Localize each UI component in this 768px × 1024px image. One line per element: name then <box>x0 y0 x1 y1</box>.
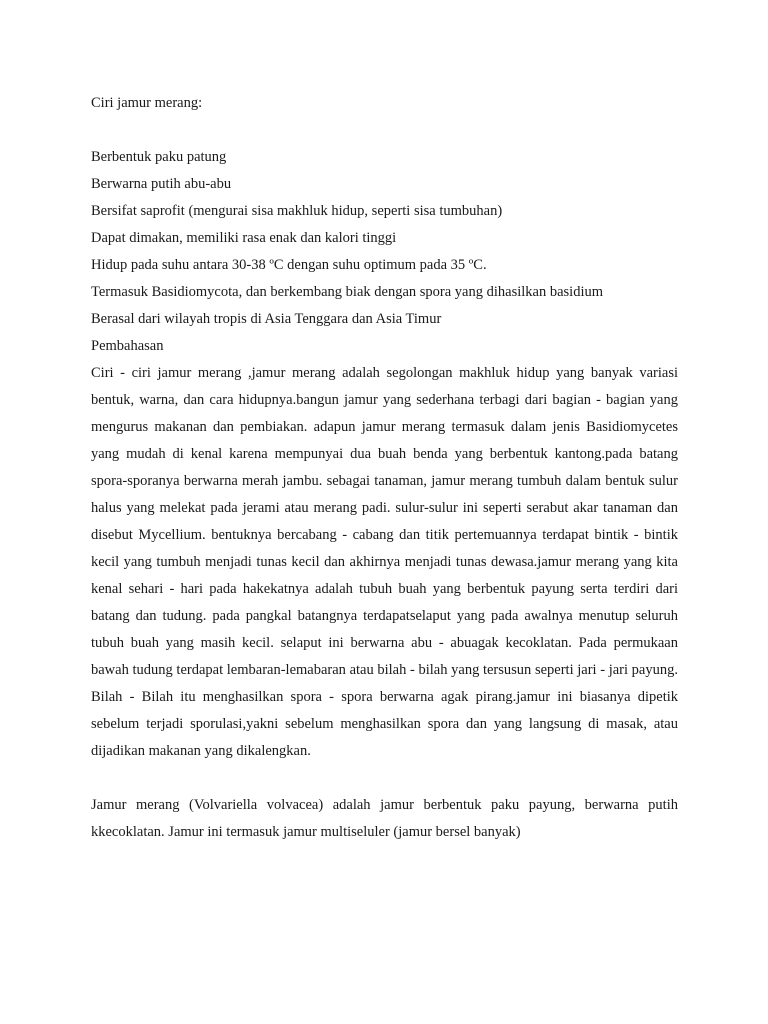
list-item: Hidup pada suhu antara 30-38 ºC dengan suhu optimum pada 35 ºC. <box>91 257 487 273</box>
section-label: Pembahasan <box>91 338 164 354</box>
document-page <box>91 90 678 861</box>
list-item: Dapat dimakan, memiliki rasa enak dan kalori tinggi <box>91 230 397 246</box>
characteristics-list <box>91 144 678 333</box>
list-item: Bersifat saprofit (mengurai sisa makhluk hidup, seperti sisa tumbuhan) <box>91 203 503 219</box>
document-heading: Ciri jamur merang: <box>91 95 203 111</box>
list-item: Berwarna putih abu-abu <box>91 176 232 192</box>
body-paragraph: Ciri - ciri jamur merang ,jamur merang adalah segolongan makhluk hidup yang banyak variasi bentuk, warna, dan cara hidupnya.bangun jamur yang sederhana terbagi dari bagian - bagian yang mengurus makanan dan pembiakan. adapun jamur merang termasuk dalam jenis Basidiomycetes yang mudah di kenal karena mempunyai dua buah benda yang berbentuk kantong.pada batang spora-sporanya berwarna merah jambu. sebagai tanaman, jamur merang tumbuh dalam bentuk sulur halus yang melekat pada jerami atau merang padi. sulur-sulur ini seperti serabut akar tanaman dan disebut Mycellium. bentuknya bercabang - cabang dan titik pertemuannya terdapat bintik - bintik kecil yang tumbuh menjadi tunas kecil dan akhirnya menjadi tunas dewasa.jamur merang yang kita kenal sehari - hari pada hakekatnya adalah tubuh buah yang berbentuk payung serta terdiri dari batang dan tudung. pada pangkal batangnya terdapatselaput yang pada awalnya menutup seluruh tubuh buah yang masih kecil. selaput ini berwarna abu - abuagak kecoklatan. Pada permukaan bawah tudung terdapat lembaran-lemabaran atau bilah - bilah yang tersusun seperti jari - jari payung. Bilah - Bilah itu menghasilkan spora - spora berwarna agak pirang.jamur ini biasanya dipetik sebelum terjadi sporulasi,yakni sebelum menghasilkan spora dan yang langsung di masak, atau dijadikan makanan yang dikalengkan. <box>91 365 678 759</box>
list-item: Berbentuk paku patung <box>91 149 227 165</box>
list-item: Termasuk Basidiomycota, dan berkembang biak dengan spora yang dihasilkan basidium <box>91 284 603 300</box>
blank-line <box>91 117 678 144</box>
list-item: Berasal dari wilayah tropis di Asia Tenggara dan Asia Timur <box>91 311 442 327</box>
body-paragraph: Jamur merang (Volvariella volvacea) adalah jamur berbentuk paku payung, berwarna putih kkecoklatan. Jamur ini termasuk jamur multiseluler (jamur bersel banyak) <box>91 797 678 840</box>
